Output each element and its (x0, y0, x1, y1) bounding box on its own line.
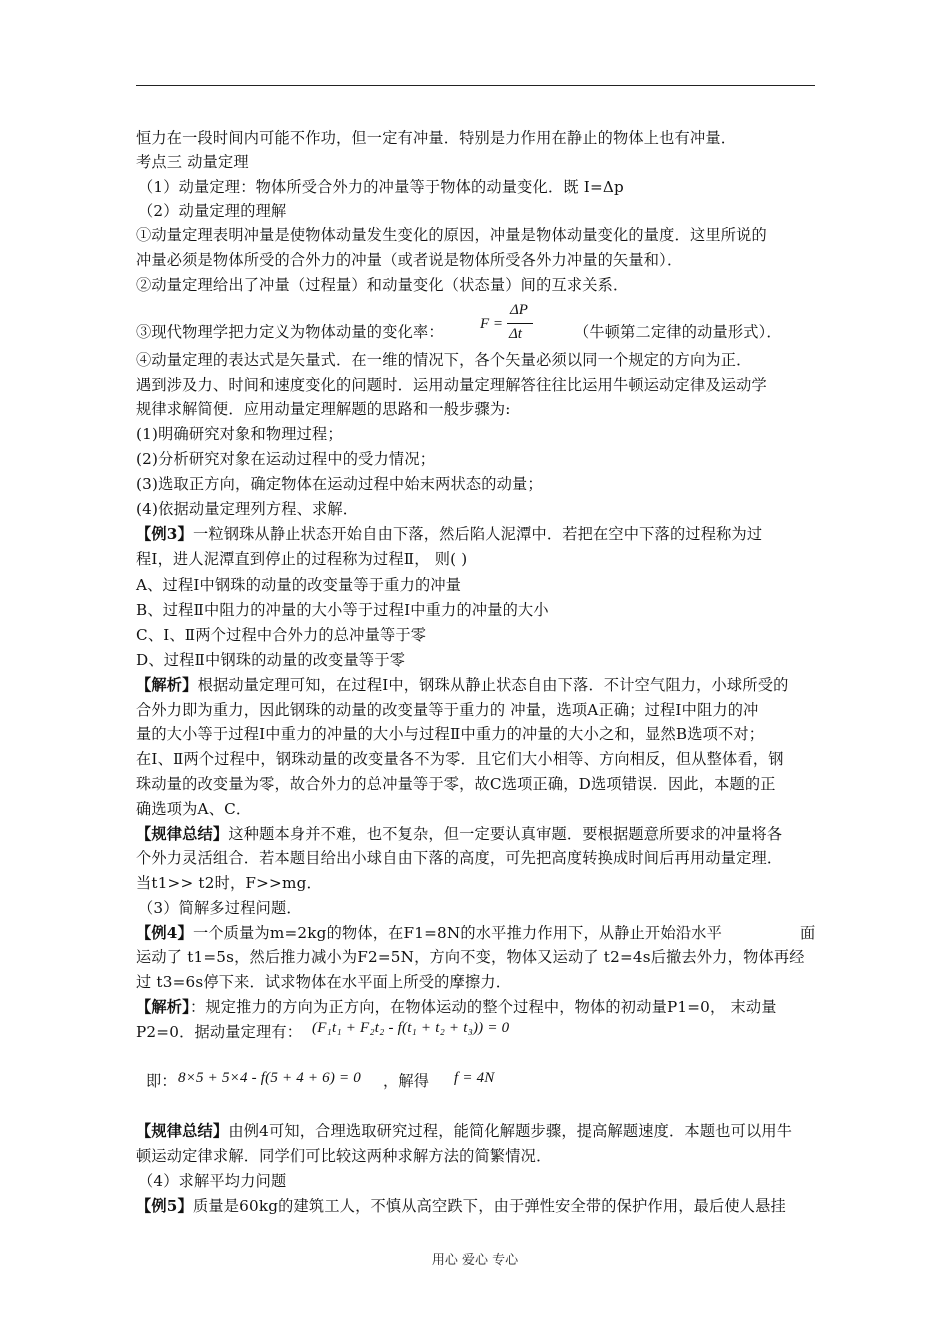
analysis-tag: 【解析】 (136, 998, 190, 1016)
analysis-tag: 【解析】 (136, 676, 198, 694)
text-line: 顿运动定律求解．同学们可比较这两种求解方法的简繁情况． (136, 1147, 552, 1165)
subsection-heading: （4）求解平均力问题 (138, 1172, 287, 1190)
momentum-equation: (F₁t₁ + F₂t₂ - f(t₁ + t₂ + t₃)) = 0 (312, 1020, 510, 1036)
example-3-question: 【例3】一粒钢珠从静止状态开始自由下落，然后陷人泥潭中．若把在空中下落的过程称为过 (136, 525, 763, 543)
text-line: ④动量定理的表达式是矢量式．在一维的情况下，各个矢量必须以同一个规定的方向为正． (136, 351, 752, 369)
option-d: D、过程Ⅱ中钢珠的动量的改变量等于零 (136, 651, 406, 669)
text-line: 确选项为A、C． (136, 800, 252, 818)
text-line: 在Ⅰ、Ⅱ两个过程中，钢珠动量的改变量各不为零．且它们大小相等、方向相反，但从整体看，钢 (136, 750, 784, 768)
example-5-tag: 【例5】 (136, 1197, 193, 1215)
text-line: 个外力灵活组合．若本题目给出小球自由下落的高度，可先把高度转换成时间后再用动量定理． (136, 849, 783, 867)
summary-tag: 【规律总结】 (136, 825, 229, 843)
text-line: 程Ⅰ，进人泥潭直到停止的过程称为过程Ⅱ， 则( ) (136, 550, 468, 568)
step-item: (1)明确研究对象和物理过程； (136, 425, 343, 443)
text-line: 珠动量的改变量为零，故合外力的总冲量等于零，故C选项正确，D选项错误．因此，本题的正 (136, 775, 776, 793)
section-heading: 考点三 动量定理 (136, 153, 249, 171)
text-line: ，解得 (383, 1072, 430, 1090)
text-line: （1）动量定理：物体所受合外力的冲量等于物体的动量变化．既 I=Δp (138, 178, 624, 196)
text-line: 当t1>> t2时，F>>mg． (136, 874, 322, 892)
option-b: B、过程Ⅱ中阻力的冲量的大小等于过程Ⅰ中重力的冲量的大小 (136, 601, 549, 619)
text-line: ③现代物理学把力定义为物体动量的变化率： (136, 323, 444, 341)
text-line: 遇到涉及力、时间和速度变化的问题时．运用动量定理解答往往比运用牛顿运动定律及运动学 (136, 376, 767, 394)
analysis-paragraph: 【解析】根据动量定理可知，在过程Ⅰ中，钢珠从静止状态自由下落．不计空气阻力，小球所受的 (136, 676, 789, 694)
fraction-bar (507, 323, 533, 324)
text-line: P2=0．据动量定理有： (136, 1023, 303, 1041)
example-4-tag: 【例4】 (136, 924, 193, 942)
text-line: 冲量必须是物体所受的合外力的冲量（或者说是物体所受各外力冲量的矢量和）． (136, 251, 683, 269)
text-line: ①动量定理表明冲量是使物体动量发生变化的原因，冲量是物体动量变化的量度．这里所说的 (136, 226, 767, 244)
text-line: 面 (800, 924, 816, 942)
step-item: (2)分析研究对象在运动过程中的受力情况； (136, 450, 436, 468)
momentum-rate-formula (480, 302, 570, 346)
text-line: （2）动量定理的理解 (138, 202, 287, 220)
formula-denominator: Δt (509, 326, 522, 342)
text-line: 合外力即为重力，因此钢珠的动量的改变量等于重力的 冲量，选项A正确；过程Ⅰ中阻力的冲 (136, 701, 759, 719)
example-4-question: 【例4】一个质量为m=2kg的物体，在F1=8N的水平推力作用下，从静止开始沿水平 (136, 924, 722, 942)
option-c: C、Ⅰ、Ⅱ两个过程中合外力的总冲量等于零 (136, 626, 427, 644)
text-line: 规律求解简便．应用动量定理解题的思路和一般步骤为: (136, 400, 511, 418)
summary-paragraph: 【规律总结】由例4可知，合理选取研究过程，能简化解题步骤，提高解题速度．本题也可以用牛 (136, 1122, 793, 1140)
step-item: (4)依据动量定理列方程、求解． (136, 500, 359, 518)
text-line: 运动了 t1=5s，然后推力减小为F2=5N，方向不变，物体又运动了 t2=4s后撤去外力，物体再经 (136, 948, 805, 966)
option-a: A、过程Ⅰ中钢珠的动量的改变量等于重力的冲量 (136, 576, 462, 594)
example-4-analysis: 【解析】：规定推力的方向为正方向，在物体运动的整个过程中，物体的初动量P1=0， 末动量 (136, 998, 777, 1016)
text-line: （牛顿第二定律的动量形式）． (574, 323, 782, 341)
numeric-equation: 8×5 + 5×4 - f(5 + 4 + 6) = 0 (178, 1070, 361, 1086)
formula-numerator: ΔP (510, 302, 528, 318)
text-line: 恒力在一段时间内可能不作功，但一定有冲量．特别是力作用在静止的物体上也有冲量． (136, 129, 737, 147)
text-line: 过 t3=6s停下来．试求物体在水平面上所受的摩擦力． (136, 973, 512, 991)
example-3-tag: 【例3】 (136, 525, 193, 543)
summary-paragraph: 【规律总结】这种题本身并不难，也不复杂，但一定要认真审题．要根据题意所要求的冲量将各 (136, 825, 783, 843)
text-line: 量的大小等于过程Ⅰ中重力的冲量的大小与过程Ⅱ中重力的冲量的大小之和，显然B选项不对； (136, 725, 765, 743)
header-rule (136, 85, 815, 86)
text-line: ②动量定理给出了冲量（过程量）和动量变化（状态量）间的互求关系． (136, 276, 629, 294)
friction-result: f = 4N (454, 1070, 495, 1086)
subsection-heading: （3）简解多过程问题． (138, 899, 302, 917)
formula-lhs: F = (480, 316, 504, 332)
step-item: (3)选取正方向，确定物体在运动过程中始末两状态的动量； (136, 475, 543, 493)
example-5-question: 【例5】质量是60kg的建筑工人，不慎从高空跌下，由于弹性安全带的保护作用，最后使人悬挂 (136, 1197, 786, 1215)
summary-tag: 【规律总结】 (136, 1122, 229, 1140)
text-line: 即： (146, 1072, 177, 1090)
page-footer: 用心 爱心 专心 (431, 1253, 519, 1268)
